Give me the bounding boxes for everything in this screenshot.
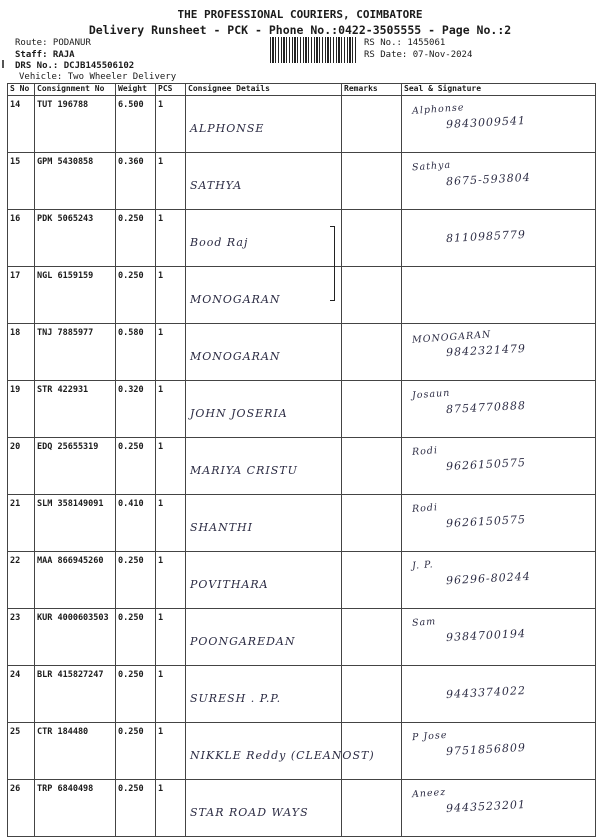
row-signature-cell — [402, 153, 596, 210]
row-consignment-no: TUT 196788 — [35, 96, 116, 153]
row-signature-cell — [402, 666, 596, 723]
consignee-handwriting: ALPHONSE — [190, 122, 265, 135]
consignee-handwriting: STAR ROAD WAYS — [190, 806, 309, 819]
row-remarks — [342, 210, 402, 267]
table-row — [8, 153, 596, 210]
table-row — [8, 666, 596, 723]
bracket-mark — [330, 226, 335, 301]
row-consignee-cell — [186, 780, 342, 837]
row-sno: 15 — [8, 153, 35, 210]
signature-name: Sam — [411, 616, 437, 629]
signature-phone: 8675-593804 — [445, 170, 531, 189]
signature-name: P Jose — [411, 729, 448, 744]
col-weight: Weight — [116, 84, 156, 96]
row-weight: 0.580 — [116, 324, 156, 381]
table-row — [8, 324, 596, 381]
row-consignment-no: PDK 5065243 — [35, 210, 116, 267]
row-pcs: 1 — [156, 438, 186, 495]
row-signature-cell — [402, 438, 596, 495]
consignee-handwriting: POVITHARA — [190, 578, 269, 591]
consignee-handwriting: SURESH . P.P. — [190, 692, 282, 705]
consignee-handwriting: Bood Raj — [190, 236, 249, 249]
drs-number: DRS No.: DCJB145506102 — [15, 61, 135, 71]
row-signature-cell — [402, 267, 596, 324]
signature-name: Sathya — [411, 159, 452, 174]
signature-name: Josaun — [411, 387, 451, 402]
row-signature-cell — [402, 552, 596, 609]
row-sno: 26 — [8, 780, 35, 837]
row-sno: 18 — [8, 324, 35, 381]
row-consignee-cell — [186, 381, 342, 438]
row-weight: 0.250 — [116, 666, 156, 723]
rs-date: RS Date: 07-Nov-2024 — [364, 50, 473, 60]
consignee-handwriting: POONGAREDAN — [190, 635, 296, 648]
signature-phone: 9443374022 — [445, 683, 527, 702]
row-signature-cell — [402, 210, 596, 267]
scan-mark — [2, 60, 4, 68]
table-row — [8, 723, 596, 780]
row-consignee-cell — [186, 552, 342, 609]
consignee-handwriting: SATHYA — [190, 179, 243, 192]
row-sno: 16 — [8, 210, 35, 267]
consignee-handwriting: NIKKLE Reddy (CLEANOST) — [190, 749, 375, 762]
consignee-handwriting: MONOGARAN — [190, 350, 281, 363]
row-remarks — [342, 438, 402, 495]
row-pcs: 1 — [156, 666, 186, 723]
staff-label: Staff: RAJA — [15, 50, 75, 60]
row-consignment-no: SLM 358149091 — [35, 495, 116, 552]
row-consignee-cell — [186, 324, 342, 381]
row-pcs: 1 — [156, 609, 186, 666]
row-remarks — [342, 552, 402, 609]
table-row — [8, 780, 596, 837]
row-consignment-no: STR 422931 — [35, 381, 116, 438]
table-row — [8, 210, 596, 267]
row-weight: 6.500 — [116, 96, 156, 153]
col-consignee: Consignee Details — [186, 84, 342, 96]
row-signature-cell — [402, 495, 596, 552]
signature-name: J. P. — [411, 559, 434, 572]
row-consignee-cell — [186, 609, 342, 666]
row-consignee-cell — [186, 210, 342, 267]
row-weight: 0.250 — [116, 438, 156, 495]
signature-phone: 8110985779 — [445, 227, 527, 246]
row-pcs: 1 — [156, 552, 186, 609]
row-remarks — [342, 609, 402, 666]
signature-name: Rodi — [411, 445, 439, 458]
consignee-handwriting: JOHN JOSERIA — [190, 407, 288, 420]
route-label: Route: PODANUR — [15, 38, 91, 48]
row-remarks — [342, 780, 402, 837]
row-sno: 22 — [8, 552, 35, 609]
row-pcs: 1 — [156, 780, 186, 837]
signature-phone: 9751856809 — [445, 740, 527, 759]
row-sno: 23 — [8, 609, 35, 666]
row-sno: 19 — [8, 381, 35, 438]
row-remarks — [342, 96, 402, 153]
row-consignee-cell — [186, 666, 342, 723]
row-remarks — [342, 153, 402, 210]
row-consignment-no: GPM 5430858 — [35, 153, 116, 210]
row-pcs: 1 — [156, 495, 186, 552]
row-remarks — [342, 495, 402, 552]
row-weight: 0.320 — [116, 381, 156, 438]
row-weight: 0.250 — [116, 723, 156, 780]
row-weight: 0.250 — [116, 552, 156, 609]
row-remarks — [342, 381, 402, 438]
signature-phone: 9843009541 — [445, 113, 527, 132]
row-signature-cell — [402, 780, 596, 837]
row-consignment-no: TNJ 7885977 — [35, 324, 116, 381]
row-consignee-cell — [186, 495, 342, 552]
consignee-handwriting: MONOGARAN — [190, 293, 281, 306]
table-row — [8, 267, 596, 324]
signature-phone: 9626150575 — [445, 512, 527, 531]
vehicle-label: Vehicle: Two Wheeler Delivery — [19, 72, 177, 82]
row-sno: 25 — [8, 723, 35, 780]
signature-phone: 8754770888 — [445, 398, 527, 417]
row-weight: 0.250 — [116, 267, 156, 324]
row-consignee-cell — [186, 96, 342, 153]
signature-phone: 9443523201 — [445, 797, 527, 816]
row-weight: 0.250 — [116, 609, 156, 666]
row-pcs: 1 — [156, 210, 186, 267]
row-signature-cell — [402, 723, 596, 780]
row-signature-cell — [402, 381, 596, 438]
runsheet-table — [7, 83, 596, 837]
row-signature-cell — [402, 324, 596, 381]
row-pcs: 1 — [156, 381, 186, 438]
table-row — [8, 495, 596, 552]
table-row — [8, 96, 596, 153]
row-consignment-no: BLR 415827247 — [35, 666, 116, 723]
row-sno: 14 — [8, 96, 35, 153]
row-consignee-cell — [186, 267, 342, 324]
row-signature-cell — [402, 609, 596, 666]
row-consignment-no: EDQ 25655319 — [35, 438, 116, 495]
consignee-handwriting: MARIYA CRISTU — [190, 464, 298, 477]
row-pcs: 1 — [156, 324, 186, 381]
runsheet-subtitle: Delivery Runsheet - PCK - Phone No.:0422-3505555 - Page No.:2 — [88, 23, 512, 37]
col-consignment: Consignment No — [35, 84, 116, 96]
company-title: THE PROFESSIONAL COURIERS, COIMBATORE — [177, 8, 423, 21]
table-row — [8, 609, 596, 666]
row-weight: 0.410 — [116, 495, 156, 552]
row-signature-cell — [402, 96, 596, 153]
rs-number: RS No.: 1455061 — [364, 38, 446, 48]
col-remarks: Remarks — [342, 84, 402, 96]
row-sno: 24 — [8, 666, 35, 723]
row-remarks — [342, 666, 402, 723]
signature-name: Rodi — [411, 502, 439, 515]
row-sno: 17 — [8, 267, 35, 324]
signature-phone: 9626150575 — [445, 455, 527, 474]
row-consignment-no: KUR 4000603503 — [35, 609, 116, 666]
row-consignee-cell — [186, 153, 342, 210]
row-consignment-no: CTR 184480 — [35, 723, 116, 780]
row-consignee-cell — [186, 438, 342, 495]
row-consignment-no: MAA 866945260 — [35, 552, 116, 609]
row-consignment-no: TRP 6840498 — [35, 780, 116, 837]
barcode — [270, 37, 358, 63]
row-pcs: 1 — [156, 96, 186, 153]
signature-name: Aneez — [411, 786, 447, 801]
row-sno: 20 — [8, 438, 35, 495]
table-row — [8, 552, 596, 609]
row-remarks — [342, 723, 402, 780]
row-pcs: 1 — [156, 267, 186, 324]
table-row — [8, 381, 596, 438]
row-pcs: 1 — [156, 723, 186, 780]
row-remarks — [342, 267, 402, 324]
row-sno: 21 — [8, 495, 35, 552]
row-pcs: 1 — [156, 153, 186, 210]
signature-name: MONOGARAN — [411, 329, 492, 346]
signature-name: Alphonse — [411, 102, 465, 117]
row-remarks — [342, 324, 402, 381]
col-pcs: PCS — [156, 84, 186, 96]
consignee-handwriting: SHANTHI — [190, 521, 253, 534]
row-weight: 0.250 — [116, 780, 156, 837]
signature-phone: 9384700194 — [445, 626, 527, 645]
row-weight: 0.250 — [116, 210, 156, 267]
row-consignment-no: NGL 6159159 — [35, 267, 116, 324]
signature-phone: 96296-80244 — [445, 569, 531, 588]
table-row — [8, 438, 596, 495]
table-header — [8, 84, 596, 96]
col-signature: Seal & Signature — [402, 84, 596, 96]
row-weight: 0.360 — [116, 153, 156, 210]
col-sno: S No — [8, 84, 35, 96]
signature-phone: 9842321479 — [445, 341, 527, 360]
row-consignee-cell — [186, 723, 375, 780]
